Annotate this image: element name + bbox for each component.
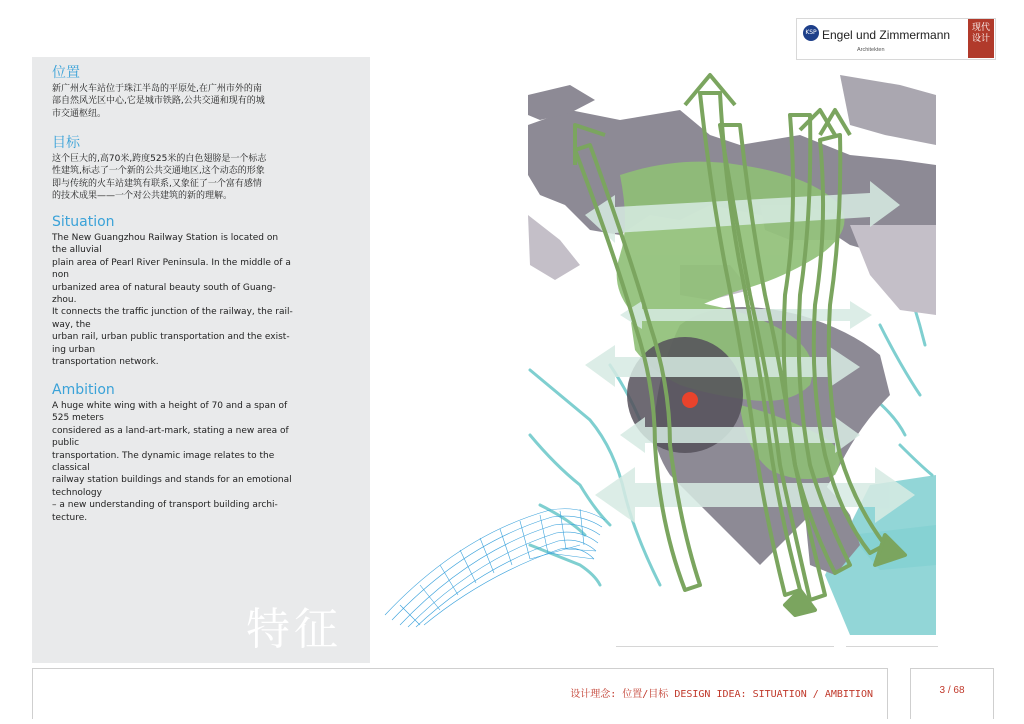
situation-text: The New Guangzhou Railway Station is located on the alluvial plain area of Pearl River Peninsula. In the middle of a non urbanized area of natural beauty south of Guang- zhou. It connects the traffic junction of the railway, the rail- way, the urban rail, urban public transportation and the exist- ing urban transportation network. <box>52 233 293 368</box>
divider-line <box>846 646 938 647</box>
divider-line <box>616 646 834 647</box>
seal-icon: 现代设计 <box>968 19 994 58</box>
page-indicator <box>910 668 994 719</box>
ambition-text: A huge white wing with a height of 70 and a span of 525 meters considered as a land-art-mark, stating a new area of public transportation. The dynamic image relates to the classical railway station buildings and stands for an emotional technology – a new understanding of transport building archi- tecture. <box>52 401 292 523</box>
situation-title: Situation <box>52 214 115 230</box>
position-title: 位置 <box>52 65 80 81</box>
site-map <box>380 65 950 655</box>
page-number: 3 / 68 <box>939 685 965 696</box>
ksp-logo-icon: KSP <box>803 25 819 41</box>
position-text: 新广州火车站位于珠江半岛的平原处,在广州市外的南 部自然风光区中心,它是城市铁路,公共交通和现有的城 市交通枢纽。 <box>52 84 265 119</box>
firm-subtitle: Architekten <box>857 47 885 53</box>
firm-logo <box>796 18 996 60</box>
watermark-text: 特征 <box>246 604 342 655</box>
firm-name: Engel und Zimmermann <box>822 28 951 42</box>
red-dot-icon <box>682 392 698 408</box>
footer-caption: 设计理念: 位置/目标 DESIGN IDEA: SITUATION / AMBITION <box>570 689 873 700</box>
info-sidebar <box>32 57 370 663</box>
goal-title: 目标 <box>52 135 80 151</box>
ambition-title: Ambition <box>52 382 115 398</box>
footer-bar <box>32 668 888 719</box>
wing-sketch-icon <box>385 509 605 627</box>
goal-text: 这个巨大的,高70米,跨度525米的白色翅膀是一个标志 性建筑,标志了一个新的公共交通地区,这个动态的形象 即与传统的火车站建筑有联系,又象征了一个富有感情 的技术成果——一个对公共建筑的新的理解。 <box>52 154 267 202</box>
